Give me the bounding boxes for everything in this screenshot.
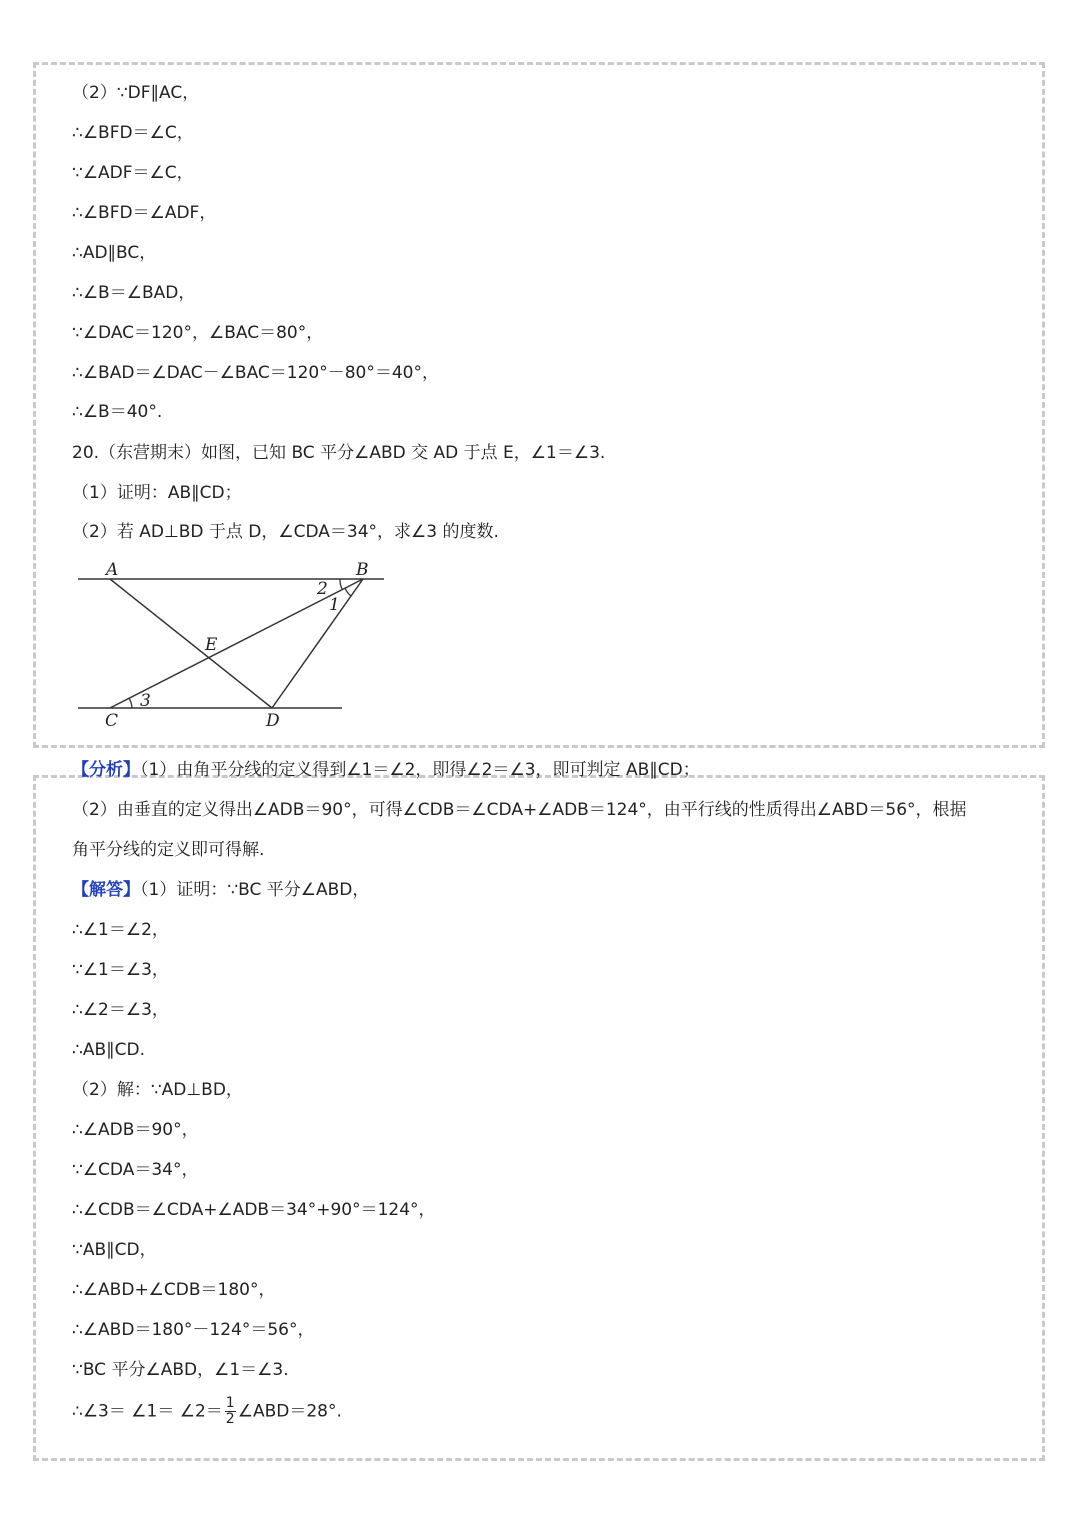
answer-final-line: ∴∠3＝ ∠1＝ ∠2＝ $\frac{1}{2}$ ∠ABD＝28°. [72,1395,342,1427]
proof-line: ∴∠B＝∠BAD， [72,283,196,303]
label-c: C [105,711,119,731]
question-part-1: （1）证明：AB∥CD； [72,483,242,503]
answer-line: ∵∠CDA＝34°， [72,1160,199,1180]
proof-line: ∴∠B＝40°. [72,402,163,422]
answer-line: ∴∠ADB＝90°， [72,1120,199,1140]
angle-arc-2 [340,579,342,589]
question-part-2: （2）若 AD⊥BD 于点 D，∠CDA＝34°，求∠3 的度数. [72,522,499,542]
fraction-one-half: $\frac{1}{2}$ [225,1395,235,1427]
label-b: B [356,560,369,580]
answer-first-line: 【解答】（1）证明：∵BC 平分∠ABD， [72,880,370,900]
proof-line: ∴∠BAD＝∠DAC－∠BAC＝120°－80°＝40°， [72,363,439,383]
answer-line: ∵BC 平分∠ABD，∠1＝∠3. [72,1360,289,1380]
proof-line: ∵∠ADF＝∠C， [72,163,194,183]
proof-line: ∴∠BFD＝∠C， [72,123,194,143]
label-a: A [106,560,119,580]
label-angle-1: 1 [329,595,340,615]
answer-tag: 【解答】 [72,880,140,900]
answer-line: ∵AB∥CD， [72,1240,157,1260]
analysis-line-3: 角平分线的定义即可得解. [72,840,265,860]
answer-line: ∴∠ABD+∠CDB＝180°， [72,1280,276,1300]
answer-line: ∴∠CDB＝∠CDA+∠ADB＝34°+90°＝124°， [72,1200,436,1220]
answer-line: ∴∠1＝∠2， [72,920,169,940]
proof-line: ∴∠BFD＝∠ADF， [72,203,217,223]
analysis-line-2: （2）由垂直的定义得出∠ADB＝90°，可得∠CDB＝∠CDA+∠ADB＝124°，由平行线的性质得出∠ABD＝56°，根据 [72,800,967,820]
angle-arc-1 [345,588,351,596]
answer-line: ∴∠ABD＝180°－124°＝56°， [72,1320,315,1340]
proof-line: ∴AD∥BC， [72,243,157,263]
angle-arc-3 [129,698,132,708]
answer-line: ∴AB∥CD. [72,1040,145,1060]
label-angle-2: 2 [317,579,328,599]
proof-line: （2）∵DF∥AC， [72,83,200,103]
question-stem: 20.（东营期末）如图，已知 BC 平分∠ABD 交 AD 于点 E，∠1＝∠3. [72,443,606,463]
answer-line: ∴∠2＝∠3， [72,1000,169,1020]
label-angle-3: 3 [140,691,151,711]
geometry-figure [70,555,400,735]
answer-line: ∵∠1＝∠3， [72,960,169,980]
label-e: E [205,635,218,655]
answer-line: （2）解：∵AD⊥BD， [72,1080,243,1100]
label-d: D [266,711,280,731]
analysis-line-1: 【分析】（1）由角平分线的定义得到∠1＝∠2，即得∠2＝∠3，即可判定 AB∥CD； [72,760,700,780]
proof-line: ∵∠DAC＝120°，∠BAC＝80°， [72,323,324,343]
segment-ad [110,579,272,708]
analysis-tag: 【分析】 [72,760,140,780]
